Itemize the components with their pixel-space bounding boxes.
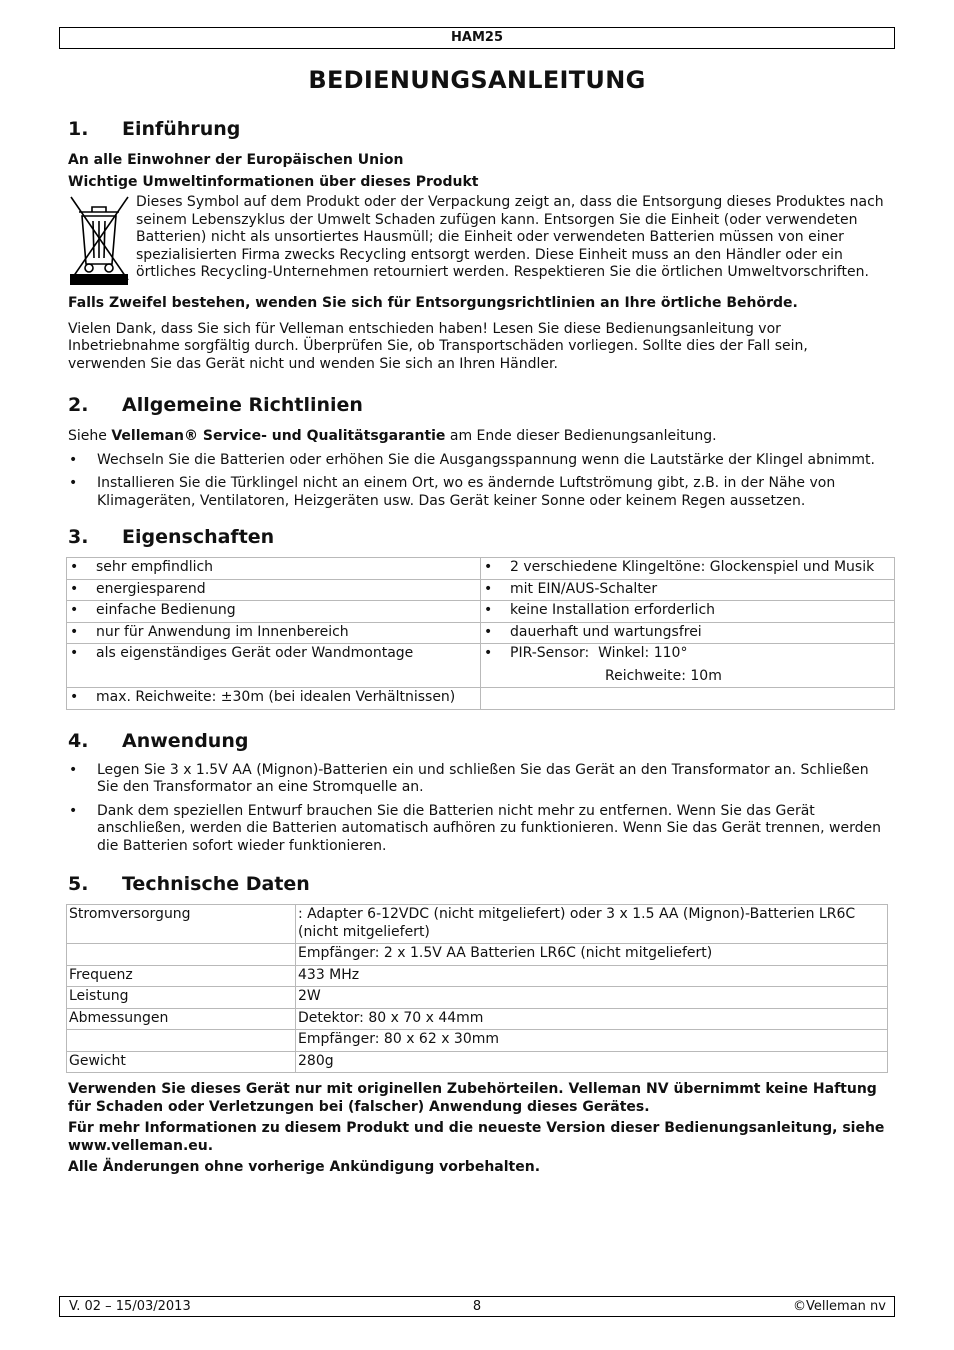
spec-value: : Adapter 6-12VDC (nicht mitgeliefert) oder 3 x 1.5 AA (Mignon)-Batterien LR6C (nicht mitgeliefert) bbox=[296, 905, 888, 944]
page-title: BEDIENUNGSANLEITUNG bbox=[308, 66, 646, 94]
section-1-heading: 1. Einführung bbox=[68, 118, 241, 140]
feature-cell: • keine Installation erforderlich bbox=[483, 602, 892, 620]
feature-cell: • dauerhaft und wartungsfrei bbox=[483, 624, 892, 642]
feature-cell: • sehr empfindlich bbox=[69, 559, 478, 577]
feature-cell: • mit EIN/AUS-Schalter bbox=[483, 581, 892, 599]
spec-label: Gewicht bbox=[67, 1051, 296, 1073]
table-row bbox=[67, 965, 888, 987]
section-2-heading: 2. Allgemeine Richtlinien bbox=[68, 394, 363, 416]
table-row bbox=[67, 644, 895, 688]
spec-value: Empfänger: 2 x 1.5V AA Batterien LR6C (nicht mitgeliefert) bbox=[296, 944, 888, 966]
guidelines-list bbox=[68, 452, 890, 511]
table-row bbox=[67, 944, 888, 966]
section-3-heading: 3. Eigenschaften bbox=[68, 526, 275, 548]
spec-value: 2W bbox=[296, 987, 888, 1009]
table-row bbox=[67, 601, 895, 623]
table-row bbox=[67, 1051, 888, 1073]
guidelines-intro: Siehe Velleman® Service- und Qualitätsgarantie am Ende dieser Bedienungsanleitung. bbox=[68, 428, 717, 444]
spec-label: Leistung bbox=[67, 987, 296, 1009]
table-row bbox=[67, 622, 895, 644]
feature-cell: • 2 verschiedene Klingeltöne: Glockenspiel und Musik bbox=[483, 559, 892, 577]
spec-label: Frequenz bbox=[67, 965, 296, 987]
section-5-heading: 5. Technische Daten bbox=[68, 873, 310, 895]
feature-cell: • nur für Anwendung im Innenbereich bbox=[69, 624, 478, 642]
closing-notes bbox=[68, 1081, 890, 1177]
copyright: ©Velleman nv bbox=[792, 1299, 886, 1314]
feature-cell: • energiesparend bbox=[69, 581, 478, 599]
version-date: V. 02 – 15/03/2013 bbox=[69, 1299, 191, 1314]
crossed-out-wheelie-bin-icon bbox=[68, 194, 130, 290]
table-row bbox=[67, 987, 888, 1009]
more-info-note: Für mehr Informationen zu diesem Produkt und die neueste Version dieser Bedienungsanleitung, siehe www.velleman.eu. bbox=[68, 1120, 885, 1154]
spec-label: Stromversorgung bbox=[67, 905, 296, 944]
list-item: • Legen Sie 3 x 1.5V AA (Mignon)-Batterien ein und schließen Sie das Gerät an den Transformator an. Schließen Sie den Transformator an eine Stromquelle an. bbox=[68, 762, 890, 797]
spec-value: 280g bbox=[296, 1051, 888, 1073]
accessories-disclaimer: Verwenden Sie dieses Gerät nur mit originellen Zubehörteilen. Velleman NV übernimmt keine Haftung für Schaden oder Verletzungen bei (falscher) Anwendung dieses Gerätes. bbox=[68, 1081, 877, 1115]
spec-label bbox=[67, 1030, 296, 1052]
document-body bbox=[68, 118, 890, 1182]
spec-value: Empfänger: 80 x 62 x 30mm bbox=[296, 1030, 888, 1052]
weee-notice bbox=[68, 194, 890, 290]
table-row bbox=[67, 688, 895, 710]
features-table bbox=[66, 557, 895, 710]
thank-you-paragraph: Vielen Dank, dass Sie sich für Velleman entschieden haben! Lesen Sie diese Bedienungsanleitung vor Inbetriebnahme sorgfältig durch. Überprüfen Sie, ob Transportschäden vorliegen. Sollte dies der Fall sein, verwenden Sie das Gerät nicht und wenden Sie sich an Ihren Händler. bbox=[68, 320, 808, 372]
table-row bbox=[67, 1008, 888, 1030]
spec-label bbox=[67, 944, 296, 966]
model-number: HAM25 bbox=[451, 30, 503, 45]
page-footer bbox=[59, 1296, 895, 1317]
specs-table bbox=[66, 904, 888, 1073]
changes-note: Alle Änderungen ohne vorherige Ankündigung vorbehalten. bbox=[68, 1159, 541, 1175]
list-item: • Installieren Sie die Türklingel nicht an einem Ort, wo es ändernde Luftströmung gibt, z.B. in der Nähe von Klimageräten, Ventilatoren, Heizgeräten usw. Das Gerät keiner Sonne oder keinem Regen aussetzen. bbox=[68, 475, 890, 510]
page-number: 8 bbox=[472, 1299, 482, 1314]
eu-residents-subheading: An alle Einwohner der Europäischen Union bbox=[68, 152, 404, 168]
feature-cell: • als eigenständiges Gerät oder Wandmontage bbox=[69, 645, 478, 663]
table-row bbox=[67, 579, 895, 601]
list-item: • Wechseln Sie die Batterien oder erhöhen Sie die Ausgangsspannung wenn die Lautstärke der Klingel abnimmt. bbox=[68, 452, 890, 470]
feature-cell: • max. Reichweite: ±30m (bei idealen Verhältnissen) bbox=[69, 689, 478, 707]
feature-cell: • PIR-Sensor: Winkel: 110° bbox=[483, 645, 892, 663]
spec-value: 433 MHz bbox=[296, 965, 888, 987]
feature-cell: • einfache Bedienung bbox=[69, 602, 478, 620]
table-row bbox=[67, 1030, 888, 1052]
spec-label: Abmessungen bbox=[67, 1008, 296, 1030]
section-4-heading: 4. Anwendung bbox=[68, 729, 249, 752]
table-row bbox=[67, 558, 895, 580]
usage-list bbox=[68, 762, 890, 856]
weee-text: Dieses Symbol auf dem Produkt oder der Verpackung zeigt an, dass die Entsorgung dieses Produktes nach seinem Lebenszyklus der Umwelt Schaden zufügen kann. Entsorgen Sie die Einheit (oder verwendeten Batterien) nicht als unsortiertes Hausmüll; die Einheit oder verwendeten Batterien müssen von einer spezialisierten Firma zwecks Recycling entsorgt werden. Diese Einheit muss an den Händler oder ein örtliches Recycling-Unternehmen retourniert werden. Respektieren Sie die örtlichen Umweltvorschriften. bbox=[136, 194, 884, 280]
table-row bbox=[67, 905, 888, 944]
disposal-doubt-note: Falls Zweifel bestehen, wenden Sie sich für Entsorgungsrichtlinien an Ihre örtliche Behörde. bbox=[68, 295, 798, 311]
list-item: • Dank dem speziellen Entwurf brauchen Sie die Batterien nicht mehr zu entfernen. Wenn Sie das Gerät anschließen, werden die Batterien automatisch aufhören zu funktionieren. Wenn Sie das Gerät trennen, werden die Batterien sofort wieder funktionieren. bbox=[68, 803, 890, 856]
pir-range: Reichweite: 10m bbox=[605, 667, 722, 684]
page-header bbox=[59, 27, 895, 49]
environment-subheading: Wichtige Umweltinformationen über dieses Produkt bbox=[68, 174, 479, 190]
spec-value: Detektor: 80 x 70 x 44mm bbox=[296, 1008, 888, 1030]
